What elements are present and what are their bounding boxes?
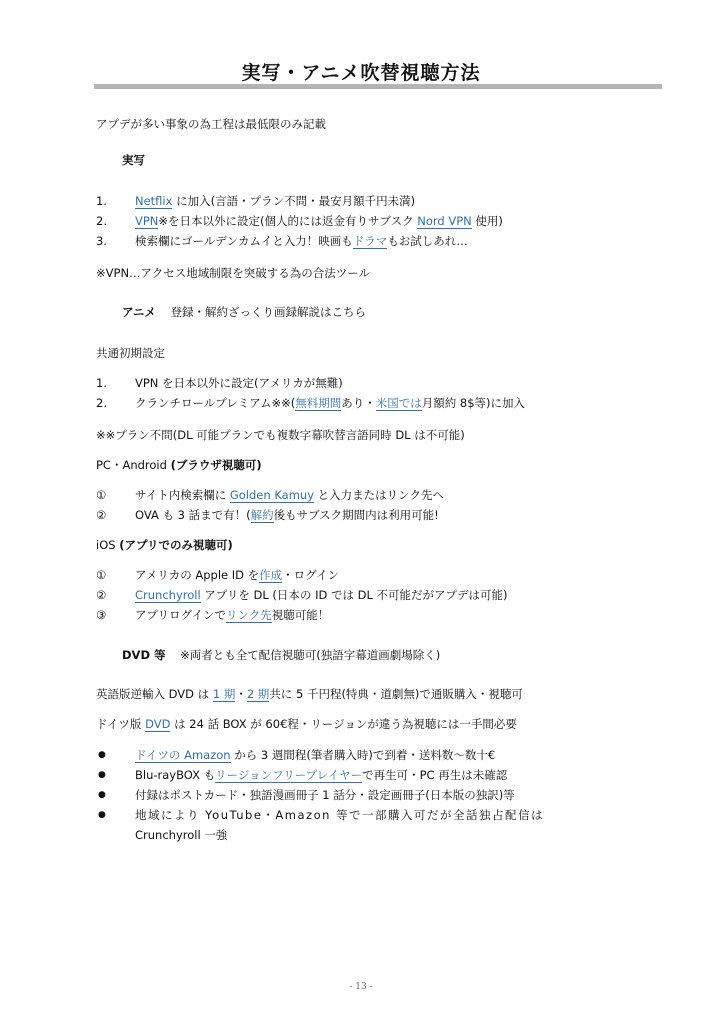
hyperlink[interactable]: ドイツの Amazon bbox=[135, 748, 231, 762]
dvd-heading: DVD 等 bbox=[122, 648, 166, 662]
text-segment: アプリを DL (日本の ID では DL 不可能だがアプデは可能) bbox=[200, 588, 508, 602]
ios-label-bold: (アプリでのみ視聴可) bbox=[119, 538, 233, 552]
text-segment: で再生可・PC 再生は未確認 bbox=[362, 768, 508, 782]
vpn-note: ※VPN…アクセス地域制限を突破する為の合法ツール bbox=[96, 266, 370, 280]
list-number: ② bbox=[96, 508, 107, 522]
list-number: 2. bbox=[96, 396, 107, 410]
text-segment: Blu-rayBOX も bbox=[135, 768, 216, 782]
text-segment: 使用) bbox=[471, 214, 503, 228]
ios-label bbox=[96, 537, 233, 553]
text-segment: 地域により YouTube・Amazon 等で一部購入可だが全話独占配信は bbox=[135, 808, 545, 822]
text-segment: OVA も 3 話まで有！( bbox=[135, 508, 251, 522]
list-item bbox=[135, 587, 508, 603]
anime-heading-note: 登録・解約ざっくり画録解説はこちら bbox=[170, 305, 367, 319]
bullet-icon: ● bbox=[98, 790, 106, 800]
text-segment: VPN を日本以外に設定(アメリカが無難) bbox=[135, 376, 343, 390]
list-item bbox=[135, 193, 415, 209]
list-item bbox=[135, 375, 343, 391]
text-segment: から 3 週間程(筆者購入時)で到着・送料数〜数十€ bbox=[230, 748, 496, 762]
hyperlink[interactable]: Golden Kamuy bbox=[229, 488, 315, 502]
ios-label-text: iOS bbox=[96, 538, 120, 552]
pc-label-text: PC・Android bbox=[96, 458, 171, 472]
list-number: ① bbox=[96, 568, 107, 582]
hyperlink[interactable]: VPN bbox=[135, 214, 159, 228]
bullet-icon: ● bbox=[98, 750, 106, 760]
english-dvd-text bbox=[96, 686, 523, 702]
list-item bbox=[135, 233, 468, 249]
pc-label-bold: (ブラウザ視聴可) bbox=[170, 458, 262, 472]
plan-note: ※※プラン不問(DL 可能プランでも複数字幕吹替言語同時 DL は不可能) bbox=[96, 428, 465, 442]
bullet-item bbox=[135, 787, 515, 803]
text-segment: ドイツ版 bbox=[96, 717, 146, 731]
text-segment: 検索欄にゴールデンカムイと入力！映画も bbox=[135, 234, 353, 248]
text-segment: サイト内検索欄に bbox=[135, 488, 230, 502]
list-number: ① bbox=[96, 488, 107, 502]
live-action-heading: 実写 bbox=[122, 153, 145, 167]
hyperlink[interactable]: 作成 bbox=[259, 568, 283, 582]
anime-heading-row bbox=[122, 304, 366, 320]
page-number: - 13 - bbox=[349, 982, 373, 992]
intro-text: アプデが多い事象の為工程は最低限のみ記載 bbox=[96, 117, 326, 131]
text-segment: ※を日本以外に設定(個人的には返金有りサブスク bbox=[158, 214, 418, 228]
hyperlink[interactable]: リンク先 bbox=[225, 608, 272, 622]
bullet-icon: ● bbox=[98, 770, 106, 780]
hyperlink[interactable]: 無料期間 bbox=[295, 396, 342, 410]
text-segment: あり・ bbox=[341, 396, 376, 410]
dvd-heading-note: ※両者とも全て配信視聴可(独語字幕道画劇場除く) bbox=[180, 648, 441, 662]
list-item bbox=[135, 567, 339, 583]
list-number: ③ bbox=[96, 608, 107, 622]
list-number: 1. bbox=[96, 376, 107, 390]
german-dvd-text bbox=[96, 716, 517, 732]
text-segment: と入力またはリンク先へ bbox=[314, 488, 444, 502]
text-segment: は 24 話 BOX が 60€程・リージョンが違う為視聴には一手間必要 bbox=[170, 717, 517, 731]
text-segment: 付録はポストカード・独語漫画冊子 1 話分・設定画冊子(日本版の独訳)等 bbox=[135, 788, 515, 802]
hyperlink[interactable]: リージョンフリープレイヤー bbox=[215, 768, 363, 782]
dvd-heading-row bbox=[122, 647, 440, 663]
list-number: 3. bbox=[96, 234, 107, 248]
list-item bbox=[135, 395, 525, 411]
hyperlink[interactable]: DVD bbox=[145, 717, 171, 731]
text-segment: 視聴可能！ bbox=[271, 608, 330, 622]
bullet-icon: ● bbox=[98, 810, 106, 820]
list-number: 2. bbox=[96, 214, 107, 228]
list-item bbox=[135, 507, 439, 523]
hyperlink[interactable]: ドラマ bbox=[352, 234, 388, 248]
list-item bbox=[135, 607, 329, 623]
hyperlink[interactable]: 1 期 bbox=[212, 687, 236, 701]
text-segment: に加入(言語・プラン不問・最安月額千円未満) bbox=[172, 194, 416, 208]
hyperlink[interactable]: 2 期 bbox=[246, 687, 270, 701]
bullet-item bbox=[135, 747, 495, 763]
text-segment: クランチロールプレミアム※※( bbox=[135, 396, 296, 410]
bullet-item bbox=[135, 807, 544, 823]
text-segment: 月額約 8$等)に加入 bbox=[421, 396, 526, 410]
text-segment: もお試しあれ… bbox=[387, 234, 468, 248]
text-segment: 英語版逆輸入 DVD は bbox=[96, 687, 213, 701]
text-segment: 共に 5 千円程(特典・道劇無)で通販購入・視聴可 bbox=[269, 687, 523, 701]
list-item bbox=[135, 487, 444, 503]
anime-heading: アニメ bbox=[122, 305, 156, 319]
bullet-item bbox=[135, 767, 507, 783]
list-item bbox=[135, 213, 503, 229]
list-number: ② bbox=[96, 588, 107, 602]
page-title: 実写・アニメ吹替視聴方法 bbox=[241, 62, 481, 84]
text-segment: ・ログイン bbox=[282, 568, 340, 582]
text-segment: アプリログインで bbox=[135, 608, 226, 622]
common-settings-label: 共通初期設定 bbox=[96, 346, 165, 360]
pc-android-label bbox=[96, 457, 262, 473]
list-number: 1. bbox=[96, 194, 107, 208]
text-segment: アメリカの Apple ID を bbox=[135, 568, 260, 582]
hyperlink[interactable]: 米国では bbox=[375, 396, 422, 410]
text-segment: ・ bbox=[235, 687, 247, 701]
bullet-item-continuation: Crunchyroll 一強 bbox=[135, 828, 228, 842]
hyperlink[interactable]: Nord VPN bbox=[417, 214, 472, 228]
title-underline bbox=[94, 84, 662, 89]
hyperlink[interactable]: Netflix bbox=[135, 194, 173, 208]
hyperlink[interactable]: Crunchyroll bbox=[135, 588, 201, 602]
text-segment: 後もサブスク期間内は利用可能! bbox=[273, 508, 439, 522]
hyperlink[interactable]: 解約 bbox=[250, 508, 274, 522]
